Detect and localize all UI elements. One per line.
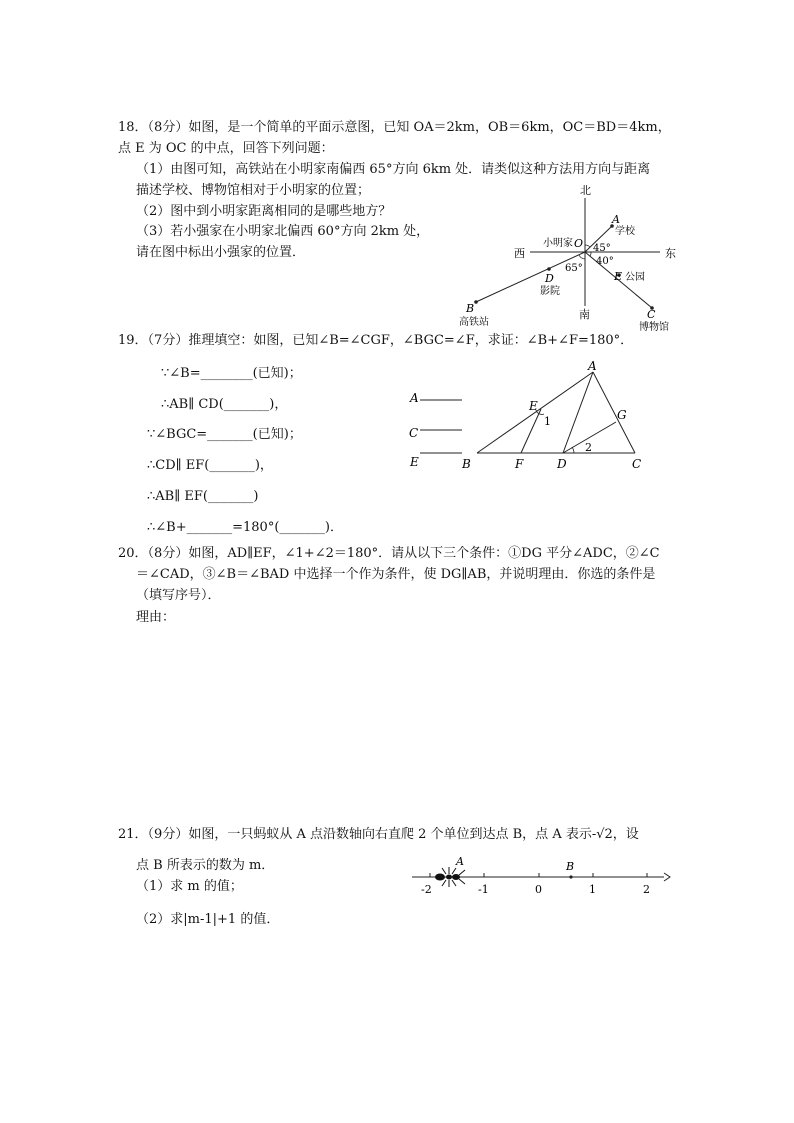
tick-neg2: -2 xyxy=(421,883,432,896)
q21-line1: 21．（9分）如图，一只蚂蚁从 A 点沿数轴向右直爬 2 个单位到达点 B，点 A 表示-√2，设 xyxy=(118,827,639,842)
q18-line2: 点 E 为 OC 的中点，回答下列问题： xyxy=(118,141,334,156)
B-label: B xyxy=(462,457,471,471)
q19-step-1: ∵∠B=________(已知)； xyxy=(161,366,302,381)
angle-2-label: 2 xyxy=(585,441,592,454)
q18-sub1a: （1）由图可知，高铁站在小明家南偏西 65°方向 6km 处．请类似这种方法用方向与距离 xyxy=(136,162,651,177)
angle-1-label: 1 xyxy=(544,415,551,428)
left-A-label: A xyxy=(410,391,419,405)
point-B-label: B xyxy=(566,860,575,873)
q19-figure xyxy=(405,355,655,475)
q21-sub1: （1）求 m 的值； xyxy=(136,879,243,894)
A-label: A xyxy=(588,359,597,373)
angle-65-label: 65° xyxy=(565,263,583,274)
tick-1: 1 xyxy=(589,883,596,896)
q19-step-3: ∵∠BGC=_______(已知)； xyxy=(147,427,302,442)
G-label: G xyxy=(617,408,627,422)
left-E-label: E xyxy=(410,455,419,469)
D-label: D xyxy=(545,272,554,285)
q19-step-6: ∴∠B+_______=180°(_______)． xyxy=(147,520,343,535)
tick-0: 0 xyxy=(535,883,542,896)
west-label: 西 xyxy=(514,247,525,260)
tick-2: 2 xyxy=(643,883,650,896)
A-label: A xyxy=(612,213,620,226)
O-label: O xyxy=(574,237,584,250)
north-label: 北 xyxy=(580,184,591,197)
E-label: E xyxy=(614,270,623,283)
angle-45-label: 45° xyxy=(593,243,611,254)
q18-direction-figure xyxy=(450,178,700,333)
q21-line2: 点 B 所表示的数为 m． xyxy=(136,858,275,873)
q18-sub3b: 请在图中标出小强家的位置． xyxy=(136,245,306,260)
park-label: 公园 xyxy=(625,272,645,283)
left-C-label: C xyxy=(409,426,419,440)
q19-step-2: ∴AB∥ CD(_______)， xyxy=(161,397,288,412)
museum-label: 博物馆 xyxy=(639,322,669,333)
point-A-label: A xyxy=(456,855,464,868)
station-label: 高铁站 xyxy=(459,317,489,328)
q21-number-line xyxy=(405,850,675,900)
D-label: D xyxy=(557,457,567,471)
q19-step-5: ∴AB∥ EF(_______) xyxy=(147,489,259,504)
cinema-label: 影院 xyxy=(540,286,560,297)
q18-line1: 18．（8分）如图，是一个简单的平面示意图，已知 OA＝2km，OB＝6km，OC＝BD＝4km， xyxy=(118,120,671,135)
school-label: 学校 xyxy=(615,226,635,237)
E-label: E xyxy=(529,399,538,413)
C-label: C xyxy=(647,308,656,321)
q20-line3: （填写序号）． xyxy=(136,588,221,603)
q20-line1: 20．（8分）如图，AD∥EF，∠1+∠2＝180°．请从以下三个条件：①DG 平分∠ADC，②∠C xyxy=(118,546,660,561)
tick-neg1: -1 xyxy=(478,883,489,896)
south-label: 南 xyxy=(579,308,590,321)
q19-step-4: ∴CD∥ EF(_______)， xyxy=(147,458,273,473)
angle-40-label: 40° xyxy=(596,256,614,267)
q20-line2: ＝∠CAD，③∠B＝∠BAD 中选择一个作为条件，使 DG∥AB，并说明理由．你选的条件是 xyxy=(136,567,656,582)
B-label: B xyxy=(466,302,475,315)
C-label: C xyxy=(632,457,642,471)
q18-sub3a: （3）若小强家在小明家北偏西 60°方向 2km 处， xyxy=(136,224,430,239)
east-label: 东 xyxy=(665,247,676,260)
home-label: 小明家 xyxy=(543,238,573,249)
q21-sub2: （2）求|m-1|+1 的值． xyxy=(136,912,280,927)
q18-sub1b: 描述学校、博物馆相对于小明家的位置； xyxy=(136,183,371,198)
q19-line1: 19．（7分）推理填空：如图，已知∠B=∠CGF，∠BGC=∠F，求证：∠B+∠F=180°． xyxy=(118,333,634,348)
q18-sub2: （2）图中到小明家距离相同的是哪些地方？ xyxy=(136,204,392,219)
q20-reason-label: 理由： xyxy=(136,610,176,625)
F-label: F xyxy=(515,457,524,471)
